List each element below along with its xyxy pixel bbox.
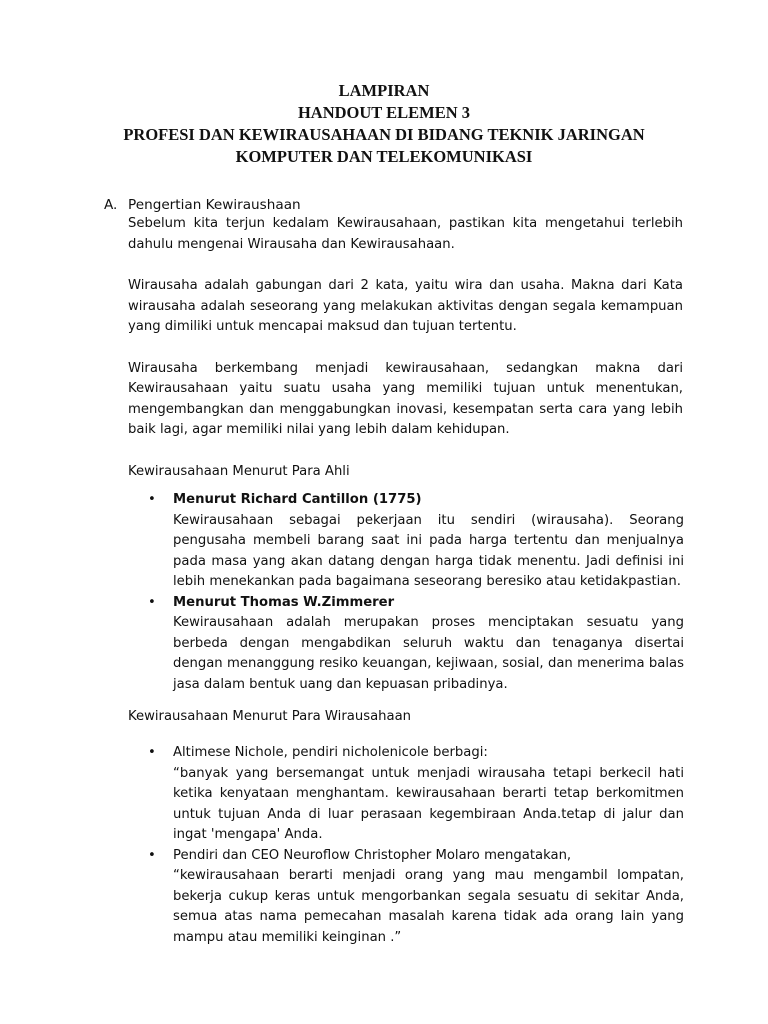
entrepreneur-intro: Pendiri dan CEO Neuroflow Christopher Molaro mengatakan, bbox=[173, 847, 572, 863]
expert-name: Menurut Richard Cantillon (1775) bbox=[173, 492, 422, 507]
paragraph-intro: Sebelum kita terjun kedalam Kewirausahaan, pastikan kita mengetahui terlebih dahulu mengenai Wirausaha dan Kewirausahaan. bbox=[128, 216, 683, 252]
document-title bbox=[0, 80, 768, 168]
section-body bbox=[128, 214, 683, 482]
bullet-icon: • bbox=[148, 847, 156, 863]
bullet-icon: • bbox=[148, 745, 156, 760]
entrepreneurs-list bbox=[148, 743, 684, 948]
subhead-entrepreneurs: Kewirausahaan Menurut Para Wirausahaan bbox=[128, 709, 412, 724]
section-letter: A. bbox=[104, 197, 118, 213]
list-item bbox=[148, 846, 684, 949]
expert-name: Menurut Thomas W.Zimmerer bbox=[173, 594, 395, 610]
paragraph-kewirausahaan: Wirausaha berkembang menjadi kewirausahaan, sedangkan makna dari Kewirausahaan yaitu suatu usaha yang memiliki tujuan untuk menentukan, mengembangkan dan menggabungkan inovasi, kesempatan serta cara yang lebih baik lagi, agar memiliki nilai yang lebih dalam kehidupan. bbox=[128, 360, 683, 437]
list-item bbox=[148, 743, 684, 846]
subhead-entrepreneurs-wrap bbox=[128, 707, 683, 728]
list-item bbox=[148, 593, 684, 696]
entrepreneur-intro: Altimese Nichole, pendiri nicholenicole berbagi: bbox=[173, 745, 488, 760]
title-line-1: LAMPIRAN bbox=[338, 81, 430, 100]
bullet-icon: • bbox=[148, 594, 156, 610]
section-heading bbox=[104, 195, 301, 215]
title-line-3: PROFESI DAN KEWIRAUSAHAAN DI BIDANG TEKNIK JARINGAN bbox=[123, 125, 645, 144]
expert-text: Kewirausahaan adalah merupakan proses menciptakan sesuatu yang berbeda dengan mengabdikan seluruh waktu dan tenaganya disertai dengan menanggung resiko keuangan, kejiwaan, sosial, dan menerima balas jasa dalam bentuk uang dan kepuasan pribadinya. bbox=[173, 615, 684, 692]
title-line-4: KOMPUTER DAN TELEKOMUNIKASI bbox=[235, 147, 533, 166]
bullet-icon: • bbox=[148, 492, 156, 507]
section-heading-text: Pengertian Kewiraushaan bbox=[128, 197, 301, 213]
list-item bbox=[148, 490, 684, 593]
subhead-experts: Kewirausahaan Menurut Para Ahli bbox=[128, 463, 350, 479]
entrepreneur-quote: “kewirausahaan berarti menjadi orang yang mau mengambil lompatan, bekerja cukup keras untuk mengorbankan segala sesuatu di sekitar Anda, semua atas nama pemecahan masalah karena tidak ada orang lain yang mampu atau memiliki keinginan .” bbox=[173, 868, 684, 945]
expert-text: Kewirausahaan sebagai pekerjaan itu sendiri (wirausaha). Seorang pengusaha membeli barang saat ini pada harga tertentu dan menjualnya pada masa yang akan datang dengan harga tidak menentu. Jadi definisi ini lebih menekankan pada bagaimana seseorang beresiko atau ketidakpastian. bbox=[173, 512, 684, 589]
experts-list bbox=[148, 490, 684, 695]
title-line-2: HANDOUT ELEMEN 3 bbox=[297, 103, 471, 122]
paragraph-wirausaha: Wirausaha adalah gabungan dari 2 kata, yaitu wira dan usaha. Makna dari Kata wirausaha adalah seseorang yang melakukan aktivitas dengan segala kemampuan yang dimiliki untuk mencapai maksud dan tujuan tertentu. bbox=[128, 278, 683, 334]
entrepreneur-quote: “banyak yang bersemangat untuk menjadi wirausaha tetapi berkecil hati ketika kenyataan menghantam. kewirausahaan berarti tetap berkomitmen untuk tujuan Anda di luar perasaan kegembiraan Anda.tetap di jalur dan ingat 'mengapa' Anda. bbox=[173, 765, 684, 842]
